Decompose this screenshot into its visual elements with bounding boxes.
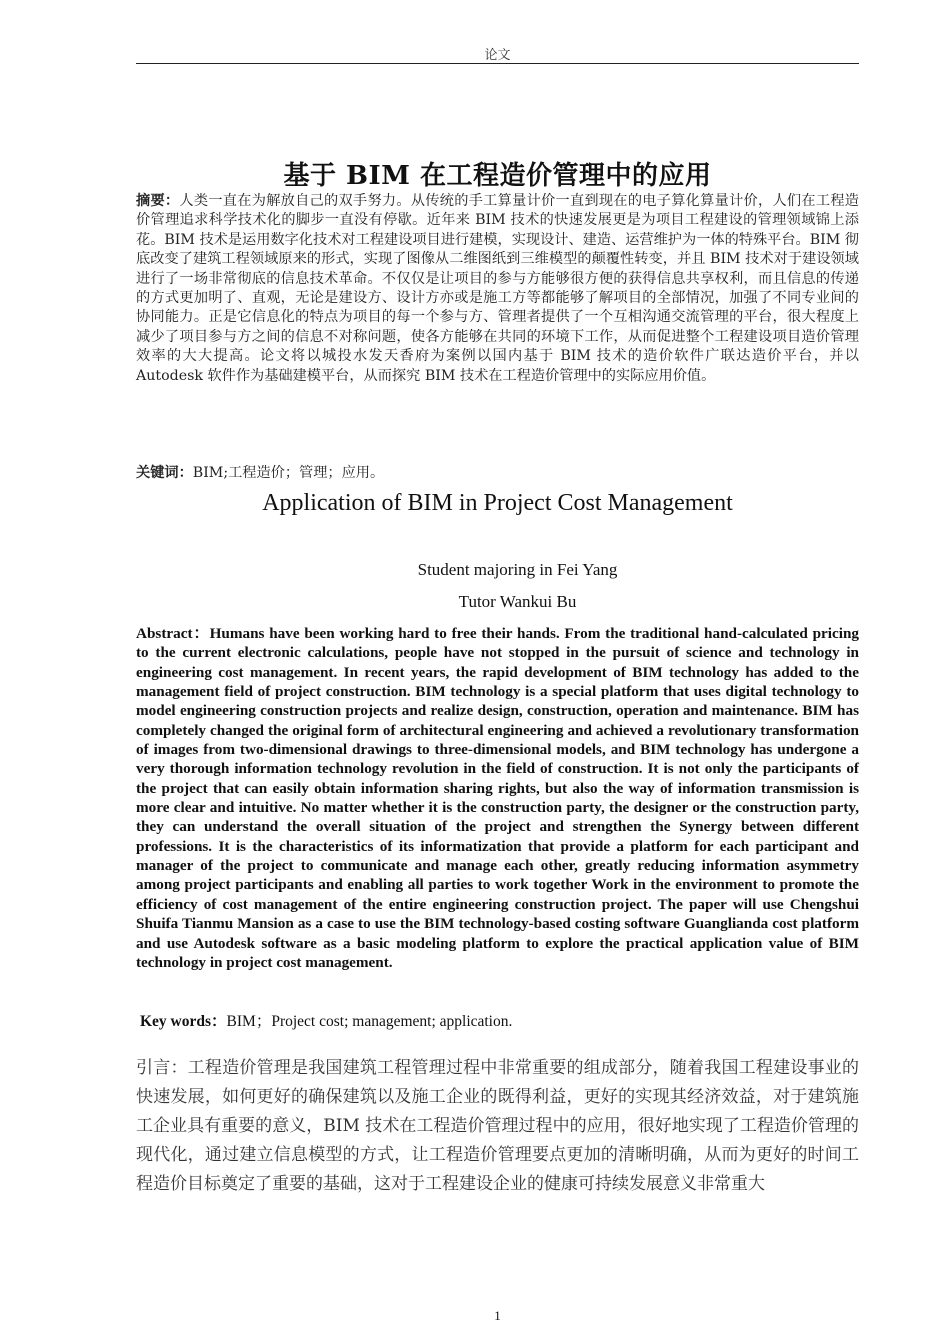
introduction-paragraph: 引言：工程造价管理是我国建筑工程管理过程中非常重要的组成部分，随着我国工程建设事业的快速发展，如何更好的确保建筑以及施工企业的既得利益，更好的实现其经济效益，对于建筑施工企业具有重要的意义，BIM 技术在工程造价管理过程中的应用，很好地实现了工程造价管理的现代化，通过建立信息模型的方式，让工程造价管理要点更加的清晰明确，从而为更好的时间工程造价目标奠定了重要的基础，这对于工程建设企业的健康可持续发展意义非常重大 bbox=[136, 1058, 859, 1194]
chinese-abstract-label: 摘要： bbox=[136, 193, 180, 209]
chinese-keywords-body: BIM;工程造价；管理；应用。 bbox=[192, 465, 385, 481]
chinese-keywords-label: 关键词： bbox=[136, 465, 193, 481]
chinese-abstract-body: 人类一直在为解放自己的双手努力。从传统的手工算量计价一直到现在的电子算化算量计价，人们在工程造价管理追求科学技术化的脚步一直没有停歇。近年来 BIM 技术的快速发展更是为项目工程建设的管理领域锦上添花。BIM 技术是运用数字化技术对工程建设项目进行建模，实现设计、建造、运营维护为一体的特殊平台。BIM 彻底改变了建筑工程领域原来的形式，实现了图像从二维图纸到三维模型的颠覆性转变，并且 BIM 技术对于建设领域进行了一场非常彻底的信息技术革命。不仅仅是让项目的参与方能够很方便的获得信息共享权利，而且信息的传递的方式更加明了、直观，无论是建设方、设计方亦或是施工方等都能够了解项目的全部情况，加强了不同专业间的协同能力。正是它信息化的特点为项目的每一个参与方、管理者提供了一个互相沟通交流管理的平台，很大程度上减少了项目参与方之间的信息不对称问题，使各方能够在共同的环境下工作，从而促进整个工程建设项目造价管理效率的大大提高。论文将以城投水发天香府为案例以国内基于 BIM 技术的造价软件广联达造价平台，并以 Autodesk 软件作为基础建模平台，从而探究 BIM 技术在工程造价管理中的实际应用价值。 bbox=[136, 193, 859, 384]
chinese-keywords bbox=[136, 463, 859, 483]
english-keywords-body: BIM；Project cost; management; application. bbox=[226, 1013, 513, 1030]
english-abstract-body: Humans have been working hard to free their hands. From the traditional hand-calculated pricing to the current electronic calculations, people have not stopped in the pursuit of science and technology in engineering cost management. In recent years, the rapid development of BIM technology has added to the management field of project construction. BIM technology is a special platform that uses digital technology to model engineering construction projects and realize design, construction, operation and maintenance. BIM has completely changed the original form of architectural engineering and achieved a revolutionary transformation of images from two-dimensional drawings to three-dimensional models, and BIM technology has undergone a very thorough information technology revolution in the field of construction. It is not only the participants of the project that can easily obtain information sharing rights, but also the way of information transmission is more clear and intuitive. No matter whether it is the construction party, the designer or the construction party, they can understand the overall situation of the project and strengthen the Synergy between different professions. It is the characteristics of its informatization that provide a platform for each participant and manager of the project to communicate and manage each other, greatly reducing information asymmetry among project participants and enabling all parties to work together Work in the environment to promote the efficiency of cost management of the entire engineering construction project. The paper will use Chengshui Shuifa Tianmu Mansion as a case to use the BIM technology-based costing software Guanglianda cost platform and use Autodesk software as a basic modeling platform to explore the practical application value of BIM technology in project cost management. bbox=[136, 625, 860, 971]
english-abstract bbox=[136, 624, 859, 972]
english-keywords bbox=[140, 1012, 859, 1032]
running-header: 论文 bbox=[484, 48, 511, 63]
tutor-line: Tutor Wankui Bu bbox=[458, 592, 577, 611]
english-title: Application of BIM in Project Cost Management bbox=[262, 490, 733, 516]
header-rule bbox=[136, 63, 859, 64]
english-keywords-label: Key words： bbox=[140, 1013, 227, 1030]
page-number: 1 bbox=[494, 1308, 501, 1323]
author-line: Student majoring in Fei Yang bbox=[417, 560, 618, 579]
chinese-title: 基于 BIM 在工程造价管理中的应用 bbox=[283, 161, 712, 191]
english-abstract-label: Abstract： bbox=[136, 625, 210, 642]
chinese-abstract bbox=[136, 192, 859, 386]
